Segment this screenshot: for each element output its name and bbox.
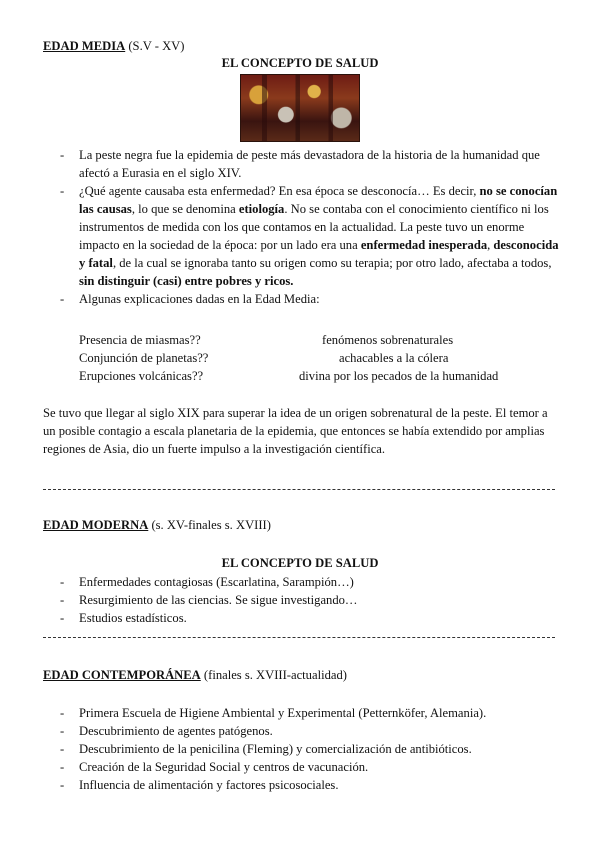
list-item: - Influencia de alimentación y factores psicosociales. xyxy=(60,776,560,794)
list-item: - La peste negra fue la epidemia de peste más devastadora de la historia de la humanidad que afectó a Eurasia en el siglo XIV. xyxy=(60,146,560,182)
list-item: - Descubrimiento de la penicilina (Fleming) y comercialización de antibióticos. xyxy=(60,740,560,758)
heading-edad-contemporanea xyxy=(43,666,347,684)
explanation-left: Erupciones volcánicas?? xyxy=(79,369,204,383)
concept-title: EL CONCEPTO DE SALUD xyxy=(221,56,379,70)
list-item: - Resurgimiento de las ciencias. Se sigue investigando… xyxy=(60,591,560,609)
edad-moderna-list xyxy=(60,573,560,627)
list-item: - Enfermedades contagiosas (Escarlatina, Sarampión…) xyxy=(60,573,560,591)
list-item: - Descubrimiento de agentes patógenos. xyxy=(60,722,560,740)
explanation-right: divina por los pecados de la humanidad xyxy=(299,369,499,383)
explanation-left: Presencia de miasmas?? xyxy=(79,333,201,347)
concept-title: EL CONCEPTO DE SALUD xyxy=(221,556,379,570)
section-title: EDAD MEDIA xyxy=(43,39,126,53)
list-item: - Algunas explicaciones dadas en la Edad Media: xyxy=(60,290,560,308)
section-range: (s. XV-finales s. XVIII) xyxy=(148,518,271,532)
medieval-painting-image xyxy=(240,74,360,142)
explanation-right: fenómenos sobrenaturales xyxy=(322,333,454,347)
explanation-right: achacables a la cólera xyxy=(339,351,449,365)
list-item: - Estudios estadísticos. xyxy=(60,609,560,627)
section-range: (S.V - XV) xyxy=(125,39,185,53)
list-item: - Primera Escuela de Higiene Ambiental y Experimental (Petternköfer, Alemania). xyxy=(60,704,560,722)
edad-contemporanea-list xyxy=(60,704,560,794)
dashed-separator xyxy=(43,637,555,638)
section-range: (finales s. XVIII-actualidad) xyxy=(200,668,347,682)
edad-media-list xyxy=(60,146,560,308)
section-title: EDAD MODERNA xyxy=(43,518,149,532)
list-item: - ¿Qué agente causaba esta enfermedad? En esa época se desconocía… Es decir, no se conocían las causas, lo que se denomina etiología. No se contaba con el conocimiento científico ni los instrumentos de medida con los que contamos en la actualidad. La peste tuvo un enorme impacto en la sociedad de la época: por un lado era una enfermedad inesperada, desconocida y fatal, de la cual se ignoraba tanto su origen como su terapia; por otro lado, afectaba a todos, sin distinguir (casi) entre pobres y ricos. xyxy=(60,182,560,290)
closing-paragraph: Se tuvo que llegar al siglo XIX para superar la idea de un origen sobrenatural de la peste. El temor a un posible contagio a escala planetaria de la epidemia, que entonces se había extendido por amplias regiones de Asia, dio un fuerte impulso a la investigación científica. xyxy=(43,406,548,456)
section-title: EDAD CONTEMPORÁNEA xyxy=(43,668,201,682)
list-item: - Creación de la Seguridad Social y centros de vacunación. xyxy=(60,758,560,776)
explanation-left: Conjunción de planetas?? xyxy=(79,351,209,365)
heading-edad-moderna xyxy=(43,516,271,534)
heading-edad-media xyxy=(43,37,184,55)
dashed-separator xyxy=(43,489,555,490)
